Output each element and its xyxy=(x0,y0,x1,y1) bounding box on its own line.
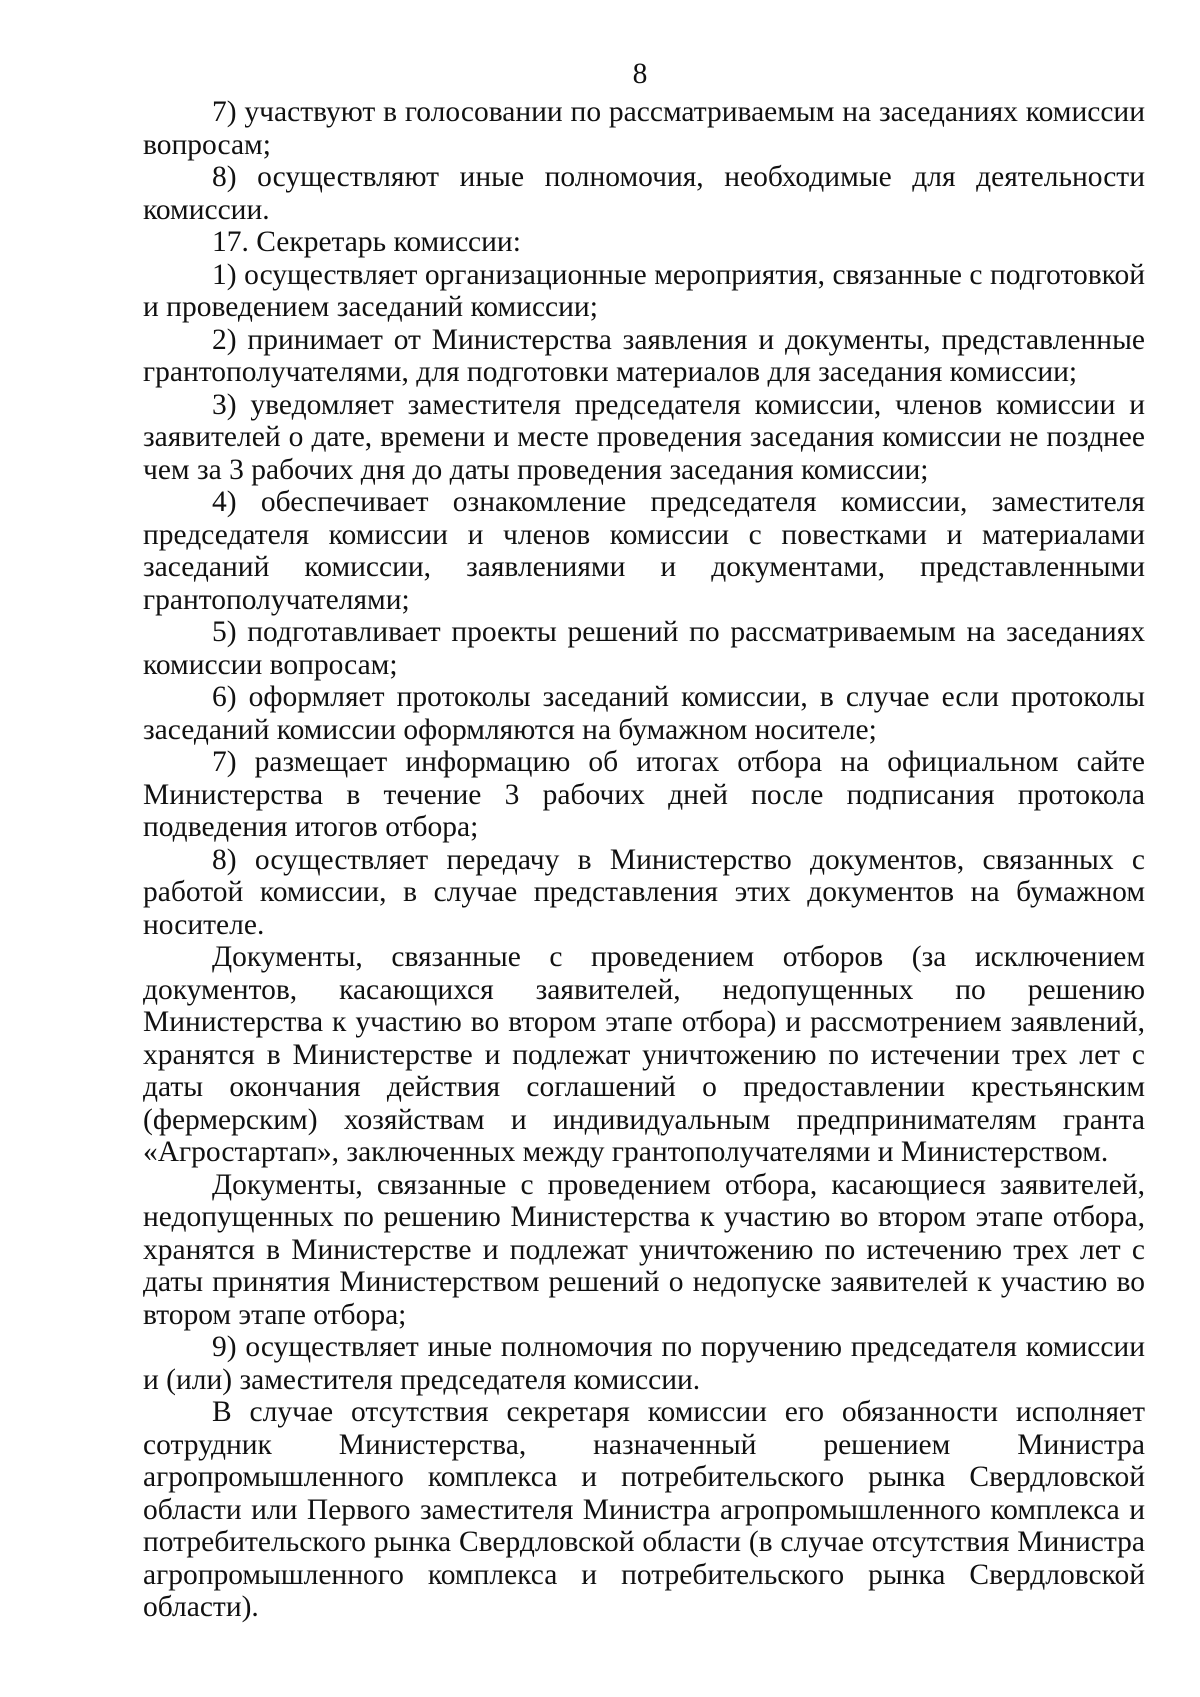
paragraph-secretary-item-9: 9) осуществляет иные полномочия по поручению председателя комиссии и (или) заместителя председателя комиссии. xyxy=(143,1331,1145,1396)
paragraph-secretary-item-8: 8) осуществляет передачу в Министерство документов, связанных с работой комиссии, в случае представления этих документов на бумажном носителе. xyxy=(143,843,1145,941)
paragraph-secretary-item-3: 3) уведомляет заместителя председателя комиссии, членов комиссии и заявителей о дате, времени и месте проведения заседания комиссии не позднее чем за 3 рабочих дня до даты проведения заседания комиссии; xyxy=(143,388,1145,486)
paragraph-secretary-absence: В случае отсутствия секретаря комиссии его обязанности исполняет сотрудник Министерства, назначенный решением Министра агропромышленного комплекса и потребительского рынка Свердловской области или Первого заместителя Министра агропромышленного комплекса и потребительского рынка Свердловской области (в случае отсутствия Министра агропромышленного комплекса и потребительского рынка Свердловской области). xyxy=(143,1396,1145,1623)
paragraph-secretary-item-4: 4) обеспечивает ознакомление председателя комиссии, заместителя председателя комиссии и членов комиссии с повестками и материалами заседаний комиссии, заявлениями и документами, представленными грантополучателями; xyxy=(143,486,1145,616)
page-number: 8 xyxy=(632,58,648,90)
paragraph-secretary-item-2: 2) принимает от Министерства заявления и документы, представленные грантополучателями, для подготовки материалов для заседания комиссии; xyxy=(143,323,1145,388)
document-body xyxy=(143,96,1145,1624)
paragraph-secretary-item-6: 6) оформляет протоколы заседаний комиссии, в случае если протоколы заседаний комиссии оформляются на бумажном носителе; xyxy=(143,681,1145,746)
paragraph-item-7-voting: 7) участвуют в голосовании по рассматриваемым на заседаниях комиссии вопросам; xyxy=(143,96,1145,161)
paragraph-section-17-heading: 17. Секретарь комиссии: xyxy=(212,226,521,258)
paragraph-rejected-documents-storage: Документы, связанные с проведением отбора, касающиеся заявителей, недопущенных по решению Министерства к участию во втором этапе отбора, хранятся в Министерстве и подлежат уничтожению по истечению трех лет с даты принятия Министерством решений о недопуске заявителей к участию во втором этапе отбора; xyxy=(143,1168,1145,1331)
paragraph-secretary-item-7: 7) размещает информацию об итогах отбора на официальном сайте Министерства в течение 3 рабочих дней после подписания протокола подведения итогов отбора; xyxy=(143,746,1145,843)
paragraph-item-8-other-powers: 8) осуществляют иные полномочия, необходимые для деятельности комиссии. xyxy=(143,161,1145,226)
paragraph-secretary-item-5: 5) подготавливает проекты решений по рассматриваемым на заседаниях комиссии вопросам; xyxy=(143,616,1145,681)
paragraph-documents-storage: Документы, связанные с проведением отборов (за исключением документов, касающихся заявителей, недопущенных по решению Министерства к участию во втором этапе отбора) и рассмотрением заявлений, хранятся в Министерстве и подлежат уничтожению по истечении трех лет с даты окончания действия соглашений о предоставлении крестьянским (фермерским) хозяйствам и индивидуальным предпринимателям гранта «Агростартап», заключенных между грантополучателями и Министерством. xyxy=(143,941,1145,1168)
paragraph-secretary-item-1: 1) осуществляет организационные мероприятия, связанные с подготовкой и проведением заседаний комиссии; xyxy=(143,258,1145,323)
